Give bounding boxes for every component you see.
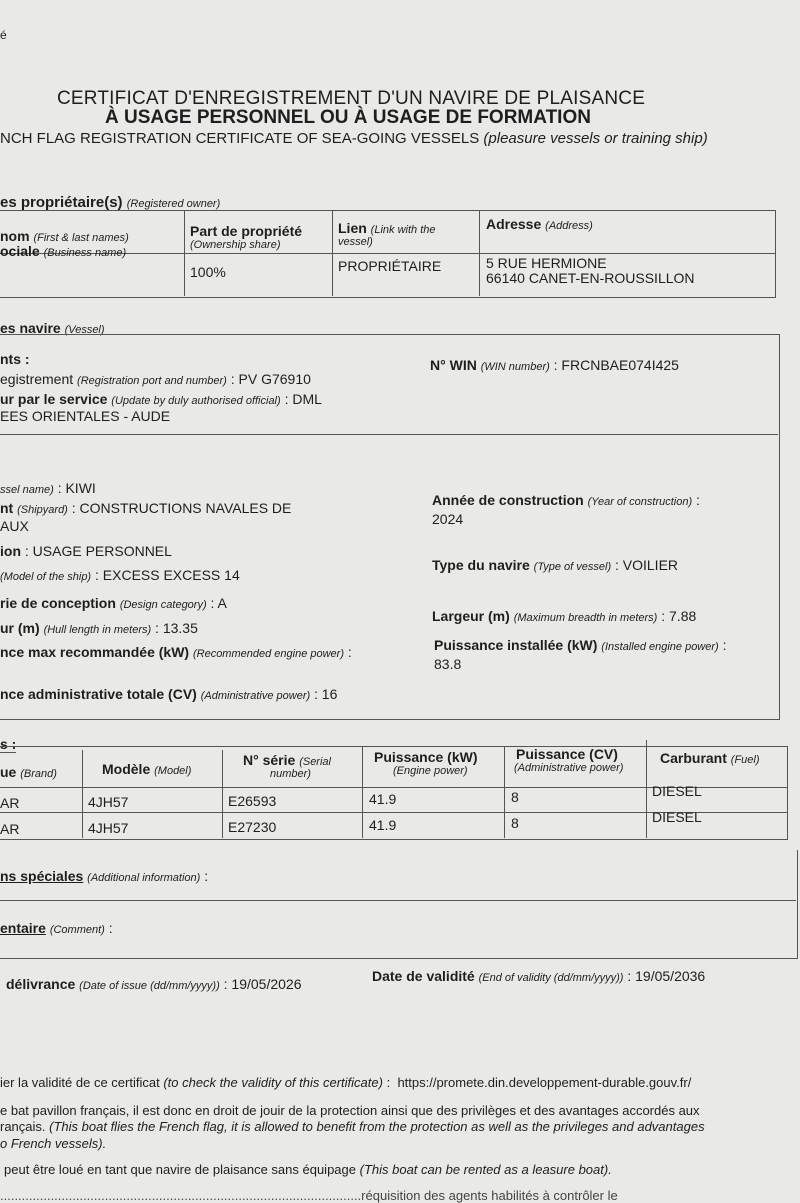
shipyard-row: nt (Shipyard) : CONSTRUCTIONS NAVALES DE <box>0 500 292 516</box>
engine-brand: AR <box>0 821 20 837</box>
identifiers-label: nts : <box>0 351 30 367</box>
issue-date-row: délivrance (Date of issue (dd/mm/yyyy)) : 19/05/2026 <box>6 976 302 992</box>
engine-cv: 8 <box>511 789 519 805</box>
vessel-section-label: es navire (Vessel) <box>0 320 105 336</box>
flag-text-line1: e bat pavillon français, il est donc en droit de jouir de la protection ainsi que des privilèges et des avantages accordés aux <box>0 1103 700 1118</box>
serial-header: N° série (Serial <box>243 752 331 768</box>
remarks-box <box>0 850 798 959</box>
type-row: Type du navire (Type of vessel) : VOILIER <box>432 557 679 573</box>
recommended-power-row: nce max recommandée (kW) (Recommended engine power) : <box>0 644 352 660</box>
validity-check-row: ier la validité de ce certificat (to check the validity of this certificate) : https://promete.din.developpement-durable.gouv.fr/ <box>0 1075 692 1090</box>
win-row: N° WIN (WIN number) : FRCNBAE074I425 <box>430 357 679 373</box>
footer-last-line: ....................................................................................................réquisition des agents habilités à contrôler le <box>0 1188 618 1203</box>
model-row: (Model of the ship) : EXCESS EXCESS 14 <box>0 567 240 583</box>
address-line1: 5 RUE HERMIONE <box>486 255 607 271</box>
breadth-row: Largeur (m) (Maximum breadth in meters) : 7.88 <box>432 608 697 624</box>
engine-serial: E26593 <box>228 793 277 809</box>
english-title-main: NCH FLAG REGISTRATION CERTIFICATE OF SEA-GOING VESSELS <box>0 130 480 147</box>
engine-brand: AR <box>0 795 20 811</box>
length-row: ur (m) (Hull length in meters) : 13.35 <box>0 620 198 636</box>
design-category-row: rie de conception (Design category) : A <box>0 595 227 611</box>
validity-check-url[interactable]: https://promete.din.developpement-durable.gouv.fr/ <box>397 1075 692 1090</box>
engine-fuel: DIESEL <box>652 783 702 799</box>
installed-power-row: Puissance installée (kW) (Installed engine power) : <box>434 637 727 653</box>
ownership-share-header: Part de propriété <box>190 223 303 239</box>
flag-text-line3: o French vessels). <box>0 1136 107 1151</box>
ownership-share-header-en: (Ownership share) <box>190 239 281 251</box>
shipyard-value-line2: AUX <box>0 518 29 534</box>
engine-serial: E27230 <box>228 819 277 835</box>
engine-fuel: DIESEL <box>652 809 702 825</box>
corner-mark: é <box>0 28 7 42</box>
certificate-english-title <box>0 130 708 147</box>
english-title-note: (pleasure vessels or training ship) <box>479 130 708 147</box>
use-row: ion : USAGE PERSONNEL <box>0 543 172 559</box>
breadth-value: : 7.88 <box>661 608 697 624</box>
admin-power-value: : 16 <box>314 686 338 702</box>
shipyard-value: : CONSTRUCTIONS NAVALES DE <box>71 500 292 516</box>
vessel-name-row: ssel name) : KIWI <box>0 480 96 496</box>
cv-header: Puissance (CV) <box>516 746 618 762</box>
kw-header: Puissance (kW) <box>374 749 478 765</box>
engine-kw: 41.9 <box>369 791 397 807</box>
model-header: Modèle (Model) <box>102 761 192 777</box>
flag-text-line2: rançais. (This boat flies the French flag, it is allowed to benefit from the protection as well as the privileges and advantages <box>0 1119 705 1134</box>
model-value: : EXCESS EXCESS 14 <box>95 567 240 583</box>
owner-name-header: nom (First & last names) <box>0 228 129 244</box>
engine-model: 4JH57 <box>88 794 129 810</box>
address-header: Adresse (Address) <box>486 216 593 232</box>
engine-cv: 8 <box>511 815 519 831</box>
cv-header-en: (Administrative power) <box>514 762 624 774</box>
engine-model: 4JH57 <box>88 820 129 836</box>
registration-value: : PV G76910 <box>230 371 311 387</box>
rental-text: peut être loué en tant que navire de plaisance sans équipage (This boat can be rented as a leasure boat). <box>4 1162 612 1177</box>
ownership-share-value: 100% <box>190 264 226 280</box>
update-value: : DML <box>284 391 322 407</box>
fuel-header: Carburant (Fuel) <box>660 750 760 766</box>
engines-section-label: s : <box>0 736 17 752</box>
length-value: : 13.35 <box>155 620 198 636</box>
link-header: Lien (Link with the <box>338 220 436 236</box>
type-value: : VOILIER <box>615 557 679 573</box>
vessel-name-value: : KIWI <box>57 480 96 496</box>
win-value: : FRCNBAE074I425 <box>553 357 679 373</box>
link-value: PROPRIÉTAIRE <box>338 258 442 274</box>
brand-header: ue (Brand) <box>0 764 57 780</box>
year-value: 2024 <box>432 511 464 527</box>
address-line2: 66140 CANET-EN-ROUSSILLON <box>486 270 695 286</box>
registration-row: egistrement (Registration port and number) : PV G76910 <box>0 371 311 387</box>
special-info-row: ns spéciales (Additional information) : <box>0 868 209 884</box>
issue-date-value: : 19/05/2026 <box>223 976 302 992</box>
owners-section-label: es propriétaire(s) (Registered owner) <box>0 194 221 211</box>
engine-kw: 41.9 <box>369 817 397 833</box>
validity-date-row: Date de validité (End of validity (dd/mm/yyyy)) : 19/05/2036 <box>372 968 706 984</box>
owner-social-header: ociale (Business name) <box>0 243 127 259</box>
comment-row: entaire (Comment) : <box>0 920 113 936</box>
use-value: : USAGE PERSONNEL <box>24 543 172 559</box>
update-value-line2: EES ORIENTALES - AUDE <box>0 408 171 424</box>
serial-header-en2: number) <box>270 768 311 780</box>
certificate-title: CERTIFICAT D'ENREGISTREMENT D'UN NAVIRE DE PLAISANCE <box>57 88 646 109</box>
year-row: Année de construction (Year of construction) : <box>432 492 700 508</box>
link-header-en2: vessel) <box>338 236 373 248</box>
design-category-value: : A <box>210 595 227 611</box>
certificate-subtitle: À USAGE PERSONNEL OU À USAGE DE FORMATION <box>105 107 591 128</box>
validity-date-value: : 19/05/2036 <box>627 968 706 984</box>
admin-power-row: nce administrative totale (CV) (Administrative power) : 16 <box>0 686 338 702</box>
kw-header-en: (Engine power) <box>393 765 468 777</box>
update-row: ur par le service (Update by duly authorised official) : DML <box>0 391 322 407</box>
installed-power-value: 83.8 <box>434 656 462 672</box>
